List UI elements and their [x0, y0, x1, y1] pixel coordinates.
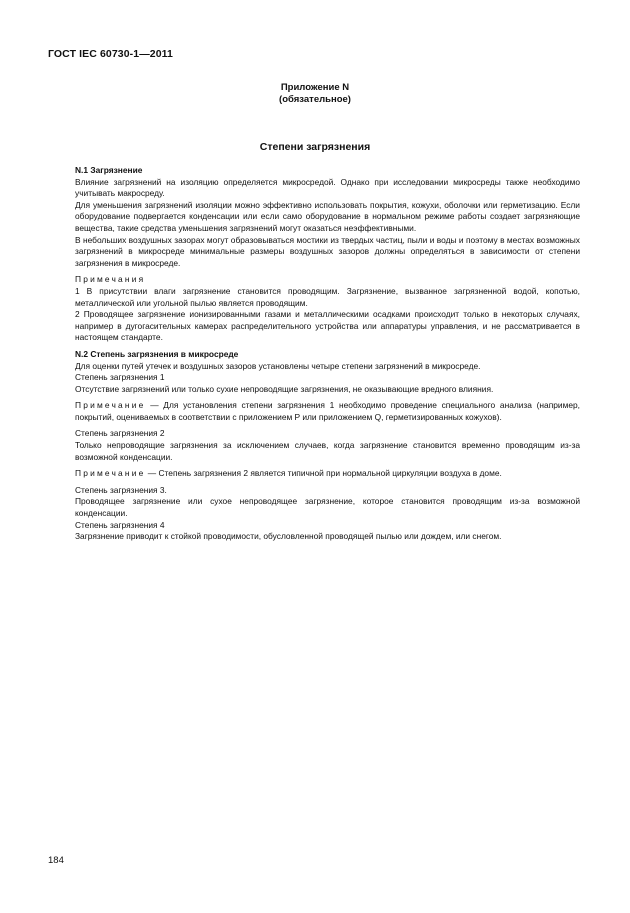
page-number: 184	[48, 855, 64, 866]
degree-2-text: Только непроводящие загрязнения за исключением случаев, когда загрязнение становится временно проводящим из-за возможной конденсации.	[75, 440, 580, 462]
paragraph-n2-1: Для оценки путей утечек и воздушных зазоров установлены четыре степени загрязнений в микросреде.	[75, 360, 481, 371]
annex-heading	[0, 82, 630, 106]
degree-1-note-label: Примечание	[75, 400, 146, 411]
annex-status: (обязательное)	[279, 94, 351, 105]
document-body	[75, 165, 580, 543]
note-2: 2 Проводящее загрязнение ионизированными газами и металлическими осадками происходит только в некоторых случаях, например в дугогасительных камерах распределительного устройства или аппаратуры управления, и не рассматривается в настоящем стандарте.	[75, 309, 580, 343]
degree-2-note-text: — Степень загрязнения 2 является типичной при нормальной циркуляции воздуха в доме.	[145, 468, 502, 479]
degree-3-label: Степень загрязнения 3.	[75, 484, 167, 495]
degree-1-text: Отсутствие загрязнений или только сухие непроводящие загрязнения, не оказывающие вредного влияния.	[75, 383, 494, 394]
degree-1-note-text: — Для установления степени загрязнения 1 необходимо проведение специального анализа (например, покрытий, оцениваемых в соответствии с приложением P или приложением Q, герметизированных кожухов).	[75, 400, 580, 422]
document-code-header: ГОСТ IEC 60730-1—2011	[48, 48, 173, 60]
paragraph-n1-3: В небольших воздушных зазорах могут образовываться мостики из твердых частиц, пыли и воды и поэтому в местах возможных загрязнений в микросреде минимальные размеры воздушных зазоров должны определяться в зависимости от степени загрязнения в микросреде.	[75, 234, 580, 268]
annex-title: Приложение N	[280, 82, 350, 93]
degree-2-note	[75, 468, 580, 480]
degree-2-label: Степень загрязнения 2	[75, 428, 165, 439]
section-heading-n1: N.1 Загрязнение	[75, 165, 143, 175]
degree-1-note	[75, 400, 580, 423]
page-title: Степени загрязнения	[259, 141, 371, 153]
degree-4-text: Загрязнение приводит к стойкой проводимости, обусловленной проводящей пылью или дождем, или снегом.	[75, 531, 502, 542]
note-1: 1 В присутствии влаги загрязнение становится проводящим. Загрязнение, вызванное загрязненной водой, копотью, металлической или угольной пылью является проводящим.	[75, 285, 580, 308]
notes-label: Примечания	[75, 274, 146, 285]
degree-1-label: Степень загрязнения 1	[75, 372, 165, 383]
paragraph-n1-2: Для уменьшения загрязнений изоляции можно эффективно использовать покрытия, кожухи, оболочки или герметизацию. Если оборудование подвергается конденсации или если само оборудование в нормальном режиме работы создает загрязняющие вещества, такие средства уменьшения загрязнений могут оказаться неэффективными.	[75, 199, 580, 233]
degree-3-text: Проводящее загрязнение или сухое непроводящее загрязнение, которое становится проводящим из-за возможной конденсации.	[75, 496, 580, 519]
section-heading-n2: N.2 Степень загрязнения в микросреде	[75, 348, 239, 359]
degree-2-note-label: Примечание	[75, 468, 146, 479]
paragraph-n1-1: Влияние загрязнений на изоляцию определяется микросредой. Однако при исследовании микросреды также необходимо учитывать макросреду.	[75, 176, 580, 199]
degree-4-label: Степень загрязнения 4	[75, 519, 165, 530]
